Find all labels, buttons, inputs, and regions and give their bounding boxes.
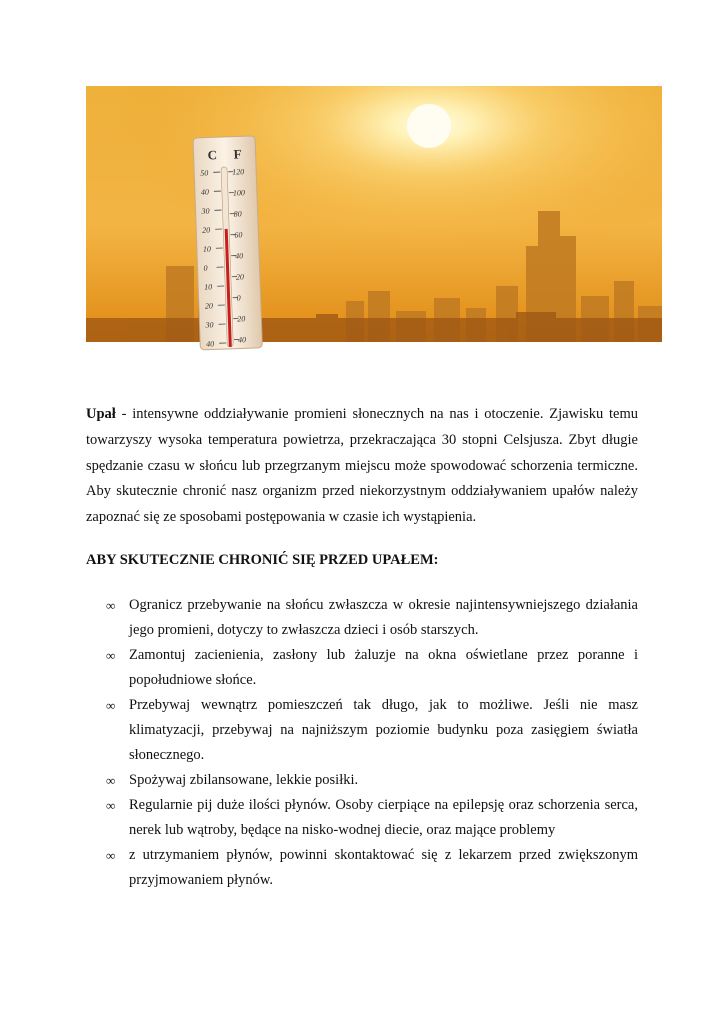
- tips-list: [86, 593, 638, 893]
- list-item: [86, 843, 638, 893]
- intro-paragraph: [86, 402, 638, 531]
- list-item: [86, 693, 638, 768]
- tip-text: Ogranicz przebywanie na słońcu zwłaszcza w okresie najintensywniejszego działania jego promieni, dotyczy to zwłaszcza dzieci i osób starszych.: [129, 596, 638, 638]
- tip-text: Zamontuj zacienienia, zasłony lub żaluzje na okna oświetlane przez poranne i popołudniowe słońce.: [129, 646, 638, 688]
- infinity-bullet-icon: ∞: [106, 697, 116, 713]
- list-item: [86, 768, 638, 793]
- celsius-tick-label: 20: [202, 225, 211, 235]
- fahrenheit-tick-label: 80: [233, 209, 242, 219]
- fahrenheit-tick-label: 20: [237, 314, 246, 324]
- celsius-tick-label: 10: [204, 282, 213, 292]
- article: [86, 402, 638, 893]
- tip-text: Przebywaj wewnątrz pomieszczeń tak długo, jak to możliwe. Jeśli nie masz klimatyzacji, przebywaj na najniższym poziomie budynku poza zasięgiem światła słonecznego.: [129, 696, 638, 763]
- fahrenheit-tick-label: 60: [234, 230, 243, 240]
- celsius-label: C: [207, 147, 218, 163]
- thermometer-heat-icon: [86, 86, 662, 349]
- infinity-bullet-icon: ∞: [106, 797, 116, 813]
- intro-text: - intensywne oddziaływanie promieni słonecznych na nas i otoczenie. Zjawisku temu towarzyszy wysoka temperatura powietrza, przekraczająca 30 stopni Celsjusza. Zbyt długie spędzanie czasu w słońcu lub przegrzanym miejscu może spowodować schorzenia termiczne. Aby skutecznie chronić nasz organizm przed niekorzystnym oddziaływaniem upałów należy zapoznać się ze sposobami postępowania w czasie ich wystąpienia.: [86, 406, 638, 526]
- fahrenheit-tick-label: 100: [232, 188, 246, 198]
- list-item: [86, 643, 638, 693]
- celsius-tick-label: 30: [205, 320, 214, 330]
- tip-text: z utrzymaniem płynów, powinni skontaktować się z lekarzem przed zwiększonym przyjmowaniem płynów.: [129, 846, 638, 888]
- celsius-tick-label: 50: [200, 168, 209, 178]
- list-item: [86, 593, 638, 643]
- heat-photo: [86, 86, 662, 349]
- fahrenheit-label: F: [233, 146, 242, 162]
- intro-term: Upał: [86, 406, 116, 422]
- fahrenheit-tick-label: 0: [236, 293, 241, 303]
- celsius-tick-label: 0: [203, 263, 208, 273]
- infinity-bullet-icon: ∞: [106, 647, 116, 663]
- section-heading: ABY SKUTECZNIE CHRONIĆ SIĘ PRZED UPAŁEM:: [86, 551, 439, 568]
- infinity-bullet-icon: ∞: [106, 772, 116, 788]
- celsius-tick-label: 30: [201, 206, 210, 216]
- celsius-tick-label: 40: [206, 339, 215, 349]
- fahrenheit-tick-label: 40: [237, 335, 247, 345]
- fahrenheit-tick-label: 40: [234, 251, 244, 261]
- infinity-bullet-icon: ∞: [106, 847, 116, 863]
- list-item: [86, 793, 638, 843]
- celsius-tick-label: 10: [202, 244, 212, 254]
- celsius-tick-label: 20: [204, 301, 214, 311]
- celsius-tick-label: 40: [200, 187, 210, 197]
- tip-text: Regularnie pij duże ilości płynów. Osoby cierpiące na epilepsję oraz schorzenia serca, nerek lub wątroby, będące na nisko-wodnej diecie, oraz mające problemy: [129, 796, 638, 838]
- fahrenheit-tick-label: 120: [232, 167, 245, 177]
- infinity-bullet-icon: ∞: [106, 597, 116, 613]
- fahrenheit-tick-label: 20: [235, 272, 245, 282]
- tip-text: Spożywaj zbilansowane, lekkie posiłki.: [129, 771, 359, 788]
